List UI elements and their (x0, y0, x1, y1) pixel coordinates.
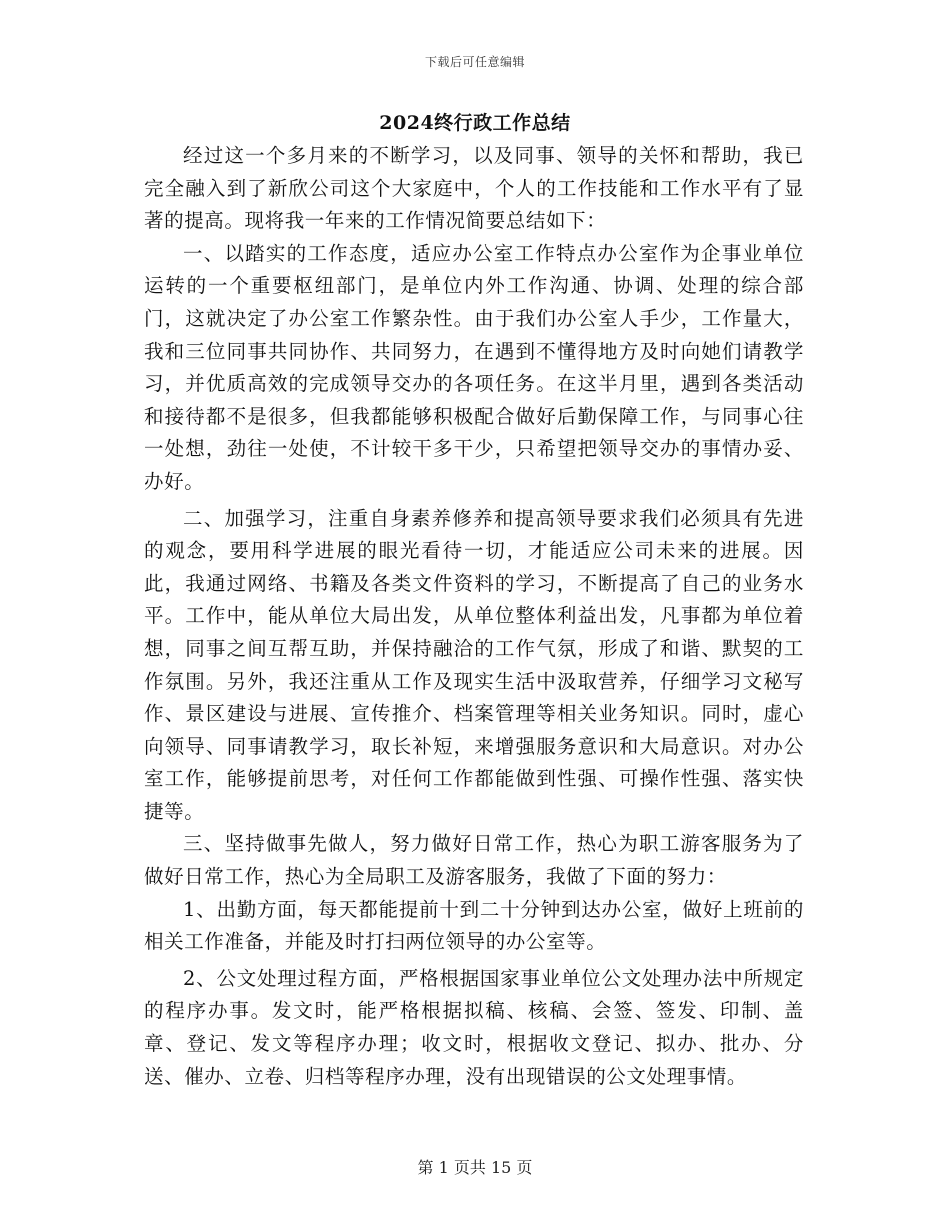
paragraph-section-1: 一、以踏实的工作态度，适应办公室工作特点办公室作为企事业单位运转的一个重要枢纽部门，是单位内外工作沟通、协调、处理的综合部门，这就决定了办公室工作繁杂性。由于我们办公室人手少，工作量大，我和三位同事共同协作、共同努力，在遇到不懂得地方及时向她们请教学习，并优质高效的完成领导交办的各项任务。在这半月里，遇到各类活动和接待都不是很多，但我都能够积极配合做好后勤保障工作，与同事心往一处想，劲往一处使，不计较干多干少，只希望把领导交办的事情办妥、办好。 (144, 241, 804, 493)
paragraph-intro: 经过这一个多月来的不断学习，以及同事、领导的关怀和帮助，我已完全融入到了新欣公司这个大家庭中，个人的工作技能和工作水平有了显著的提高。现将我一年来的工作情况简要总结如下： (144, 144, 804, 233)
page-indicator: 第 1 页共 15 页 (417, 1158, 533, 1177)
page-header-note: 下载后可任意编辑 (424, 55, 525, 69)
paragraph-section-2: 二、加强学习，注重自身素养修养和提高领导要求我们必须具有先进的观念，要用科学进展的眼光看待一切，才能适应公司未来的进展。因此，我通过网络、书籍及各类文件资料的学习，不断提高了自己的业务水平。工作中，能从单位大局出发，从单位整体利益出发，凡事都为单位着想，同事之间互帮互助，并保持融洽的工作气氛，形成了和谐、默契的工作氛围。另外，我还注重从工作及现实生活中汲取营养，仔细学习文秘写作、景区建设与进展、宣传推介、档案管理等相关业务知识。同时，虚心向领导、同事请教学习，取长补短，来增强服务意识和大局意识。对办公室工作，能够提前思考，对任何工作都能做到性强、可操作性强、落实快捷等。 (144, 506, 804, 823)
document-body (144, 140, 804, 1093)
paragraph-item-1: 1、出勤方面，每天都能提前十到二十分钟到达办公室，做好上班前的相关工作准备，并能及时打扫两位领导的办公室等。 (144, 897, 804, 954)
paragraph-section-3: 三、坚持做事先做人，努力做好日常工作，热心为职工游客服务为了做好日常工作，热心为全局职工及游客服务，我做了下面的努力： (144, 832, 804, 889)
paragraph-item-2: 2、公文处理过程方面，严格根据国家事业单位公文处理办法中所规定的程序办事。发文时，能严格根据拟稿、核稿、会签、签发、印制、盖章、登记、发文等程序办理；收文时，根据收文登记、拟办、批办、分送、催办、立卷、归档等程序办理，没有出现错误的公文处理事情。 (144, 966, 804, 1088)
document-title: 2024终行政工作总结 (379, 112, 571, 134)
